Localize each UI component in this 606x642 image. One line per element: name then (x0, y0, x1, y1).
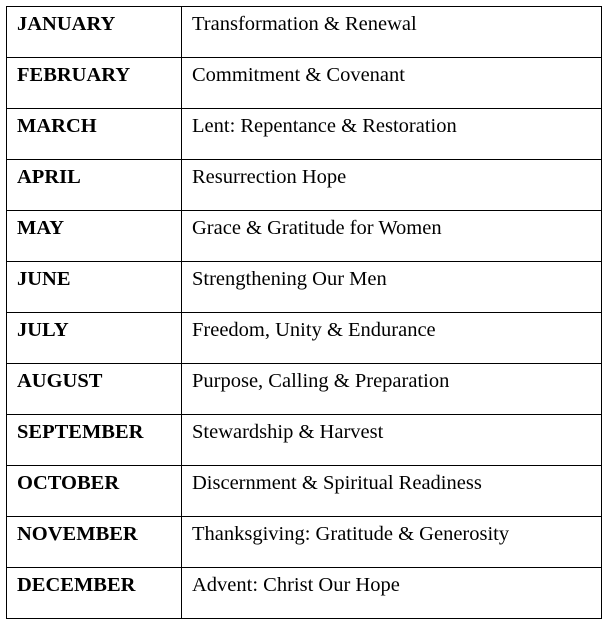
table-row (7, 313, 602, 364)
month-cell: OCTOBER (7, 466, 182, 517)
table-row (7, 364, 602, 415)
table-row (7, 211, 602, 262)
table-row (7, 415, 602, 466)
table-row (7, 568, 602, 619)
monthly-themes-table (6, 6, 602, 619)
theme-cell: Discernment & Spiritual Readiness (182, 466, 602, 517)
table-row (7, 58, 602, 109)
theme-cell: Transformation & Renewal (182, 7, 602, 58)
theme-cell: Lent: Repentance & Restoration (182, 109, 602, 160)
theme-cell: Advent: Christ Our Hope (182, 568, 602, 619)
theme-cell: Stewardship & Harvest (182, 415, 602, 466)
month-cell: JUNE (7, 262, 182, 313)
table-row (7, 109, 602, 160)
month-cell: MAY (7, 211, 182, 262)
theme-cell: Grace & Gratitude for Women (182, 211, 602, 262)
month-cell: NOVEMBER (7, 517, 182, 568)
table-body (7, 7, 602, 619)
month-cell: MARCH (7, 109, 182, 160)
month-cell: FEBRUARY (7, 58, 182, 109)
month-cell: AUGUST (7, 364, 182, 415)
theme-cell: Freedom, Unity & Endurance (182, 313, 602, 364)
table-row (7, 517, 602, 568)
theme-cell: Thanksgiving: Gratitude & Generosity (182, 517, 602, 568)
theme-cell: Commitment & Covenant (182, 58, 602, 109)
table-row (7, 7, 602, 58)
table-row (7, 466, 602, 517)
theme-cell: Strengthening Our Men (182, 262, 602, 313)
month-cell: JANUARY (7, 7, 182, 58)
theme-cell: Resurrection Hope (182, 160, 602, 211)
month-cell: SEPTEMBER (7, 415, 182, 466)
month-cell: APRIL (7, 160, 182, 211)
theme-cell: Purpose, Calling & Preparation (182, 364, 602, 415)
month-cell: DECEMBER (7, 568, 182, 619)
table-row (7, 160, 602, 211)
month-cell: JULY (7, 313, 182, 364)
table-row (7, 262, 602, 313)
